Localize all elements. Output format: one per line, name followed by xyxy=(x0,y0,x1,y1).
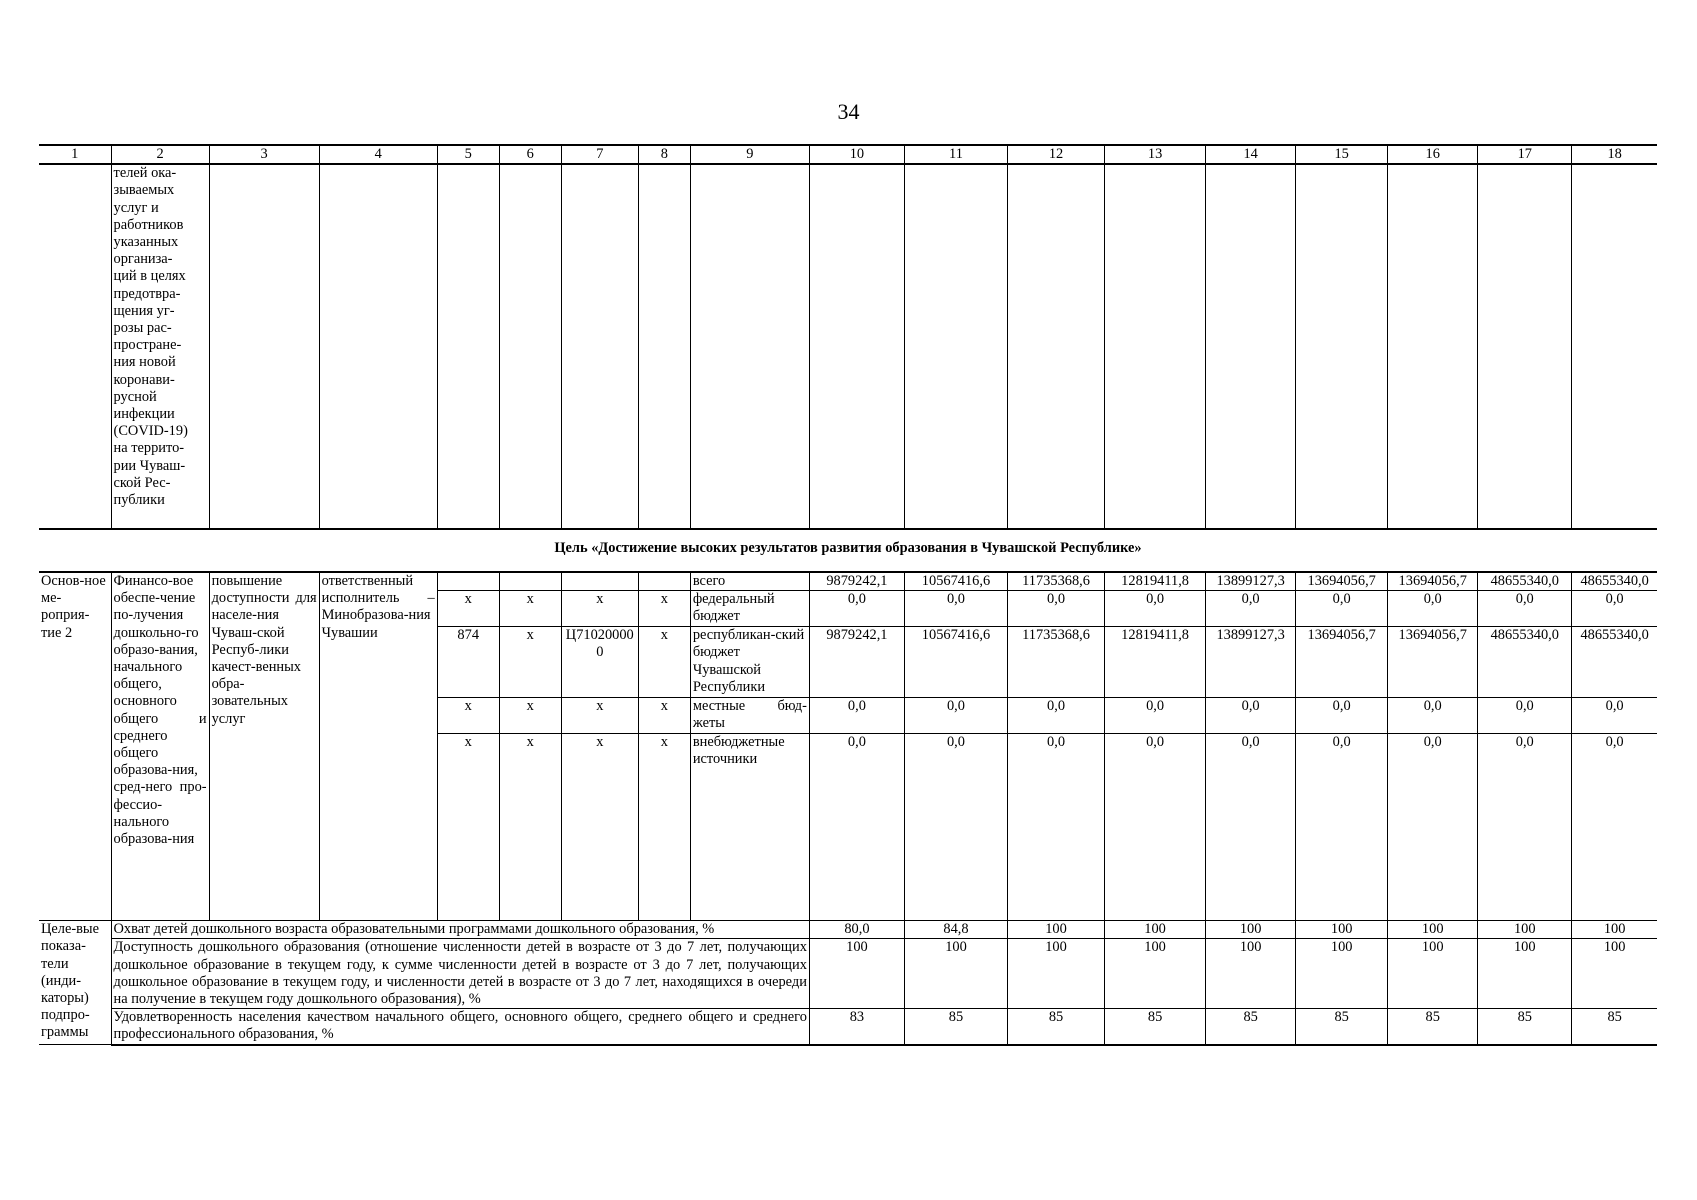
value-cell: 85 xyxy=(1008,1009,1105,1045)
budget-code: х xyxy=(638,627,690,698)
value-cell: 85 xyxy=(1572,1009,1657,1045)
value-cell: 11735368,6 xyxy=(1008,627,1105,698)
value-cell: 80,0 xyxy=(809,921,904,939)
table-row xyxy=(39,1009,1657,1045)
budget-code: х xyxy=(638,698,690,734)
budget-code: х xyxy=(499,734,561,921)
value-cell: 0,0 xyxy=(1008,734,1105,921)
value-cell: 0,0 xyxy=(1008,698,1105,734)
column-number: 10 xyxy=(809,145,904,164)
column-number: 5 xyxy=(437,145,499,164)
value-cell: 84,8 xyxy=(904,921,1007,939)
value-cell: 100 xyxy=(1572,939,1657,1009)
budget-code: х xyxy=(638,734,690,921)
value-cell: 100 xyxy=(1008,921,1105,939)
value-cell: 13694056,7 xyxy=(1296,627,1388,698)
value-cell: 0,0 xyxy=(809,698,904,734)
column-number: 2 xyxy=(111,145,209,164)
table-continued-part xyxy=(39,144,1657,530)
value-cell: 0,0 xyxy=(1572,591,1657,627)
indicators-label: Целе-вые показа-тели (инди-каторы) подпро-граммы xyxy=(39,921,111,1045)
value-cell: 0,0 xyxy=(1105,591,1206,627)
finance-source: федеральный бюджет xyxy=(690,591,809,627)
value-cell: 100 xyxy=(1478,939,1572,1009)
finance-source: республикан-ский бюджет Чувашской Республики xyxy=(690,627,809,698)
budget-code xyxy=(561,572,638,591)
budget-code xyxy=(499,572,561,591)
value-cell: 13694056,7 xyxy=(1296,572,1388,591)
continued-row xyxy=(39,164,1657,529)
table-row xyxy=(39,939,1657,1009)
column-number: 13 xyxy=(1105,145,1206,164)
value-cell: 100 xyxy=(1008,939,1105,1009)
budget-code: х xyxy=(437,734,499,921)
column-number: 16 xyxy=(1388,145,1478,164)
measure-status: Основ-ное ме-роприя-тие 2 xyxy=(39,572,111,921)
value-cell: 0,0 xyxy=(1388,591,1478,627)
value-cell: 0,0 xyxy=(1478,698,1572,734)
value-cell: 100 xyxy=(1296,939,1388,1009)
value-cell: 0,0 xyxy=(809,734,904,921)
budget-code: х xyxy=(561,591,638,627)
header-row xyxy=(39,145,1657,164)
table-main-measure xyxy=(39,571,1657,1046)
value-cell: 48655340,0 xyxy=(1572,572,1657,591)
budget-code: х xyxy=(499,591,561,627)
budget-code xyxy=(638,572,690,591)
value-cell: 85 xyxy=(1478,1009,1572,1045)
finance-source: всего xyxy=(690,572,809,591)
value-cell: 0,0 xyxy=(904,698,1007,734)
value-cell: 0,0 xyxy=(1206,734,1296,921)
value-cell: 100 xyxy=(1105,921,1206,939)
value-cell: 0,0 xyxy=(1105,734,1206,921)
value-cell: 9879242,1 xyxy=(809,572,904,591)
table-row xyxy=(39,921,1657,939)
value-cell: 13899127,3 xyxy=(1206,627,1296,698)
value-cell: 10567416,6 xyxy=(904,572,1007,591)
value-cell: 85 xyxy=(1296,1009,1388,1045)
indicator-text: Доступность дошкольного образования (отношение численности детей в возрасте от 3 до 7 лет, получающих дошкольное образование в текущем году, к сумме численности детей в возрасте от 3 до 7 лет, получающих дошкольное образование в текущем году, и численности детей в возрасте от 3 до 7 лет, находящихся в очереди на получение в текущем году дошкольного образования), % xyxy=(111,939,809,1009)
value-cell: 83 xyxy=(809,1009,904,1045)
value-cell: 0,0 xyxy=(1478,591,1572,627)
budget-code: 874 xyxy=(437,627,499,698)
value-cell: 12819411,8 xyxy=(1105,627,1206,698)
budget-code: х xyxy=(561,698,638,734)
value-cell: 100 xyxy=(904,939,1007,1009)
column-number: 7 xyxy=(561,145,638,164)
value-cell: 0,0 xyxy=(1388,698,1478,734)
value-cell: 0,0 xyxy=(1388,734,1478,921)
column-number: 15 xyxy=(1296,145,1388,164)
value-cell: 0,0 xyxy=(1296,591,1388,627)
column-number: 4 xyxy=(319,145,437,164)
value-cell: 100 xyxy=(1105,939,1206,1009)
value-cell: 0,0 xyxy=(1105,698,1206,734)
continued-measure-text: телей ока- зываемых услуг и работников указанных организа- ций в целях предотвра- щения уг- розы рас- простране- ния новой коронави- русной инфекции (COVID-19) на террито- рии Чуваш- ской Рес- публики xyxy=(111,164,209,529)
value-cell: 12819411,8 xyxy=(1105,572,1206,591)
finance-source: внебюджетные источники xyxy=(690,734,809,921)
measure-name: Финансо-вое обеспе-чение по-лучения дошкольно-го образо-вания, начального общего, основного общего и среднего общего образова-ния, сред-него про-фессио-нального образова-ния xyxy=(111,572,209,921)
value-cell: 0,0 xyxy=(1296,698,1388,734)
value-cell: 0,0 xyxy=(1008,591,1105,627)
budget-code: х xyxy=(437,591,499,627)
indicator-text: Охват детей дошкольного возраста образовательными программами дошкольного образования, % xyxy=(111,921,809,939)
value-cell: 100 xyxy=(809,939,904,1009)
value-cell: 0,0 xyxy=(1206,698,1296,734)
column-number: 6 xyxy=(499,145,561,164)
value-cell: 0,0 xyxy=(809,591,904,627)
value-cell: 100 xyxy=(1388,939,1478,1009)
value-cell: 0,0 xyxy=(904,734,1007,921)
value-cell: 0,0 xyxy=(1478,734,1572,921)
value-cell: 0,0 xyxy=(1296,734,1388,921)
page-number: 34 xyxy=(837,99,860,124)
column-number: 12 xyxy=(1008,145,1105,164)
column-number: 18 xyxy=(1572,145,1657,164)
budget-code: х xyxy=(561,734,638,921)
indicator-text: Удовлетворенность населения качеством начального общего, основного общего, среднего общего и среднего профессионального образования, % xyxy=(111,1009,809,1045)
finance-source: местные бюд-жеты xyxy=(690,698,809,734)
value-cell: 11735368,6 xyxy=(1008,572,1105,591)
goal-heading: Цель «Достижение высоких результатов развития образования в Чувашской Республике» xyxy=(554,540,1142,556)
value-cell: 9879242,1 xyxy=(809,627,904,698)
value-cell: 100 xyxy=(1296,921,1388,939)
column-number: 14 xyxy=(1206,145,1296,164)
budget-code: х xyxy=(499,698,561,734)
column-number: 11 xyxy=(904,145,1007,164)
value-cell: 0,0 xyxy=(1206,591,1296,627)
budget-code xyxy=(437,572,499,591)
value-cell: 48655340,0 xyxy=(1572,627,1657,698)
value-cell: 48655340,0 xyxy=(1478,572,1572,591)
table-row xyxy=(39,572,1657,591)
value-cell: 0,0 xyxy=(1572,734,1657,921)
value-cell: 13694056,7 xyxy=(1388,627,1478,698)
value-cell: 100 xyxy=(1478,921,1572,939)
budget-code: Ц710200000 xyxy=(561,627,638,698)
value-cell: 100 xyxy=(1572,921,1657,939)
budget-code: х xyxy=(499,627,561,698)
value-cell: 100 xyxy=(1388,921,1478,939)
column-number: 17 xyxy=(1478,145,1572,164)
value-cell: 13694056,7 xyxy=(1388,572,1478,591)
budget-code: х xyxy=(638,591,690,627)
budget-code: х xyxy=(437,698,499,734)
value-cell: 0,0 xyxy=(1572,698,1657,734)
value-cell: 0,0 xyxy=(904,591,1007,627)
value-cell: 100 xyxy=(1206,939,1296,1009)
value-cell: 85 xyxy=(904,1009,1007,1045)
column-number: 8 xyxy=(638,145,690,164)
column-number: 9 xyxy=(690,145,809,164)
measure-task: повышение доступности для населе-ния Чуваш-ской Респуб-лики качест-венных обра-зовательных услуг xyxy=(209,572,319,921)
value-cell: 48655340,0 xyxy=(1478,627,1572,698)
measure-executor: ответственный исполнитель – Минобразова-ния Чувашии xyxy=(319,572,437,921)
column-number: 3 xyxy=(209,145,319,164)
value-cell: 10567416,6 xyxy=(904,627,1007,698)
column-number: 1 xyxy=(39,145,111,164)
value-cell: 85 xyxy=(1206,1009,1296,1045)
value-cell: 100 xyxy=(1206,921,1296,939)
value-cell: 85 xyxy=(1388,1009,1478,1045)
value-cell: 85 xyxy=(1105,1009,1206,1045)
value-cell: 13899127,3 xyxy=(1206,572,1296,591)
